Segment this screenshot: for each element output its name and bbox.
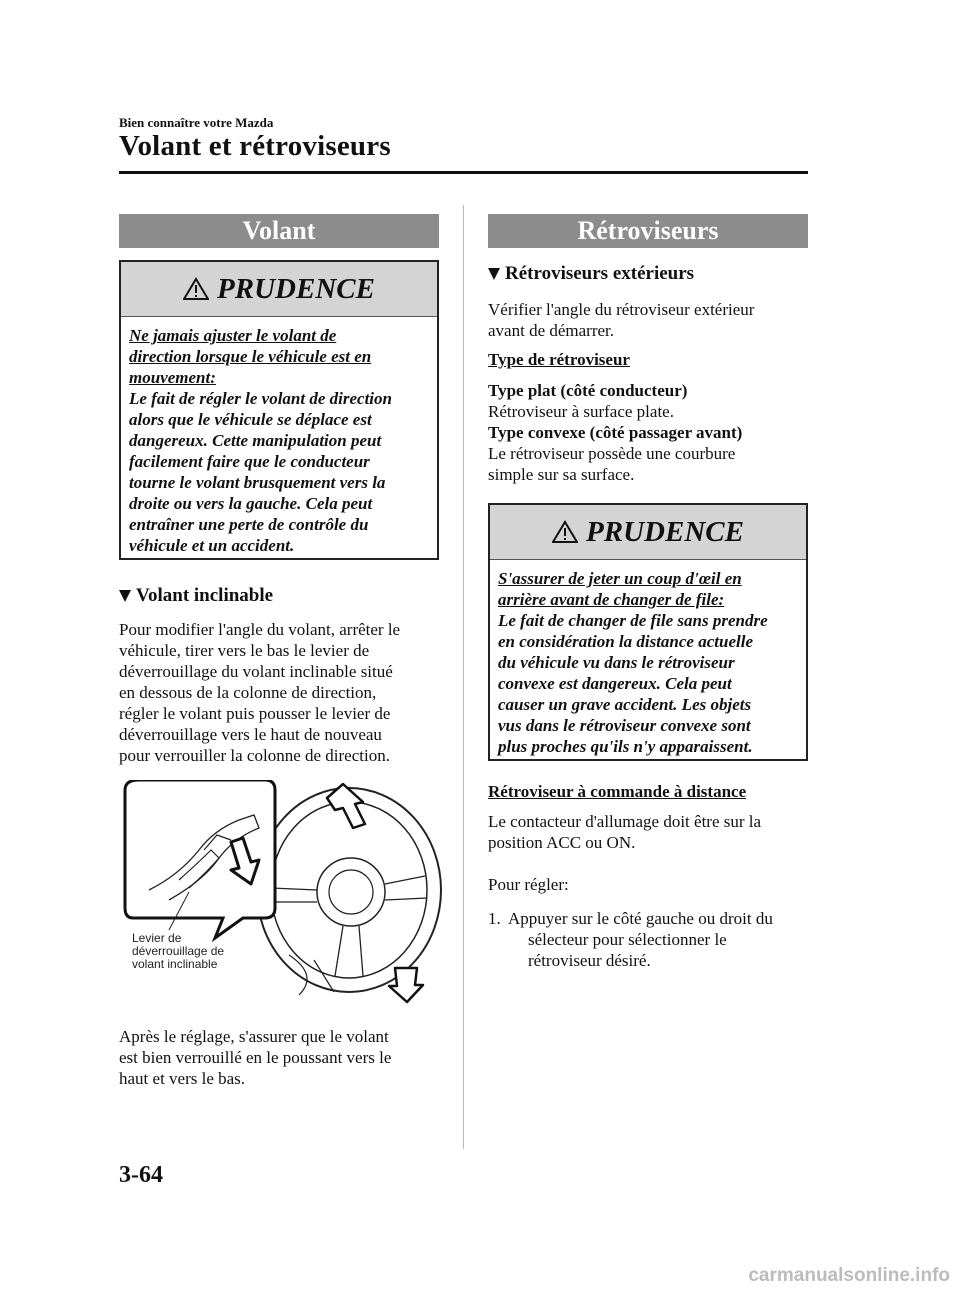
- caution-text-line: du véhicule vu dans le rétroviseur: [498, 653, 735, 672]
- after-adjustment-text: [119, 1026, 449, 1089]
- mirror-types: [488, 380, 818, 485]
- section-band-volant: [119, 214, 439, 248]
- caution-box-mirror: [488, 503, 808, 761]
- caution-box-steering: [119, 260, 439, 560]
- triangle-bullet-icon: [488, 268, 500, 280]
- page-number: 3-64: [119, 1162, 163, 1188]
- tilt-instructions: [119, 619, 449, 766]
- paragraph-line: position ACC ou ON.: [488, 833, 636, 852]
- caution-warning-line: arrière avant de changer de file:: [498, 590, 725, 609]
- caution-text-line: entraîner une perte de contrôle du: [129, 515, 369, 534]
- caution-text-line: en considération la distance actuelle: [498, 632, 753, 651]
- figure-label-line: déverrouillage de: [132, 944, 225, 958]
- convex-type-title: Type convexe (côté passager avant): [488, 423, 743, 442]
- caution-text-line: Le fait de régler le volant de direction: [129, 389, 392, 408]
- steering-wheel-figure: [119, 780, 449, 1005]
- steering-wheel-illustration: [119, 780, 449, 1005]
- paragraph-line: pour verrouiller la colonne de direction.: [119, 746, 390, 765]
- caution-header: [490, 505, 806, 560]
- paragraph-line: Vérifier l'angle du rétroviseur extérieur: [488, 300, 755, 319]
- remote-mirror-text: [488, 811, 818, 853]
- lever-label: [132, 932, 224, 971]
- paragraph-line: haut et vers le bas.: [119, 1069, 246, 1088]
- caution-warning-line: S'assurer de jeter un coup d'œil en: [498, 569, 742, 588]
- caution-warning-line: Ne jamais ajuster le volant de: [129, 326, 337, 345]
- caution-header: [121, 262, 437, 317]
- paragraph-line: déverrouillage vers le haut de nouveau: [119, 725, 382, 744]
- triangle-bullet-icon: [119, 590, 131, 602]
- caution-text-line: dangereux. Cette manipulation peut: [129, 431, 382, 450]
- subhead-retroviseurs-exterieurs: [488, 263, 694, 285]
- paragraph-line: régler le volant puis pousser le levier de: [119, 704, 391, 723]
- caution-body: [121, 317, 437, 556]
- warning-triangle-icon: [552, 520, 578, 544]
- step-line: rétroviseur désiré.: [528, 951, 651, 970]
- column-divider: [463, 205, 464, 1149]
- flat-type-text: Rétroviseur à surface plate.: [488, 402, 674, 421]
- subhead-text: Volant inclinable: [136, 585, 274, 606]
- watermark: carmanualsonline.info: [748, 1265, 950, 1286]
- paragraph-line: véhicule, tirer vers le bas le levier de: [119, 641, 370, 660]
- caution-text-line: droite ou vers la gauche. Cela peut: [129, 494, 373, 513]
- subhead-volant-inclinable: [119, 585, 273, 607]
- step-1: [488, 908, 818, 971]
- mirror-intro: [488, 299, 818, 341]
- caution-title: PRUDENCE: [217, 272, 375, 305]
- header-rule: [119, 171, 808, 174]
- caution-text-line: convexe est dangereux. Cela peut: [498, 674, 732, 693]
- step-number: 1.: [488, 909, 501, 928]
- caution-warning-line: direction lorsque le véhicule est en: [129, 347, 372, 366]
- paragraph-line: Le contacteur d'allumage doit être sur la: [488, 812, 762, 831]
- subhead-text: Rétroviseurs extérieurs: [505, 263, 695, 284]
- adjust-label: Pour régler:: [488, 875, 569, 894]
- caution-text-line: causer un grave accident. Les objets: [498, 695, 752, 714]
- caution-text-line: véhicule et un accident.: [129, 536, 295, 555]
- caution-text-line: facilement faire que le conducteur: [129, 452, 370, 471]
- warning-triangle-icon: [183, 277, 209, 301]
- caution-text-line: alors que le véhicule se déplace est: [129, 410, 372, 429]
- caution-text-line: Le fait de changer de file sans prendre: [498, 611, 768, 630]
- chapter-title: Volant et rétroviseurs: [119, 130, 391, 162]
- caution-body: [490, 560, 806, 757]
- paragraph-line: en dessous de la colonne de direction,: [119, 683, 377, 702]
- section-band-title: Volant: [242, 216, 316, 245]
- paragraph-line: déverrouillage du volant inclinable situé: [119, 662, 393, 681]
- convex-type-text: Le rétroviseur possède une courbure: [488, 444, 736, 463]
- section-band-retroviseurs: [488, 214, 808, 248]
- caution-title: PRUDENCE: [586, 515, 744, 548]
- paragraph-line: Après le réglage, s'assurer que le volant: [119, 1027, 389, 1046]
- step-line: sélecteur pour sélectionner le: [528, 930, 727, 949]
- figure-label-line: volant inclinable: [132, 957, 218, 971]
- caution-text-line: plus proches qu'ils n'y apparaissent.: [498, 737, 753, 756]
- caution-text-line: vus dans le rétroviseur convexe sont: [498, 716, 751, 735]
- caution-text-line: tourne le volant brusquement vers la: [129, 473, 386, 492]
- paragraph-line: Pour modifier l'angle du volant, arrêter le: [119, 620, 401, 639]
- caution-warning-line: mouvement:: [129, 368, 216, 387]
- paragraph-line: est bien verrouillé en le poussant vers le: [119, 1048, 392, 1067]
- flat-type-title: Type plat (côté conducteur): [488, 381, 688, 400]
- remote-mirror-heading: Rétroviseur à commande à distance: [488, 782, 747, 801]
- convex-type-text: simple sur sa surface.: [488, 465, 635, 484]
- paragraph-line: avant de démarrer.: [488, 321, 615, 340]
- figure-label-line: Levier de: [132, 931, 182, 945]
- mirror-type-heading: Type de rétroviseur: [488, 350, 630, 369]
- step-line: Appuyer sur le côté gauche ou droit du: [508, 909, 773, 928]
- section-band-title: Rétroviseurs: [577, 216, 719, 245]
- section-kicker: Bien connaître votre Mazda: [119, 115, 274, 130]
